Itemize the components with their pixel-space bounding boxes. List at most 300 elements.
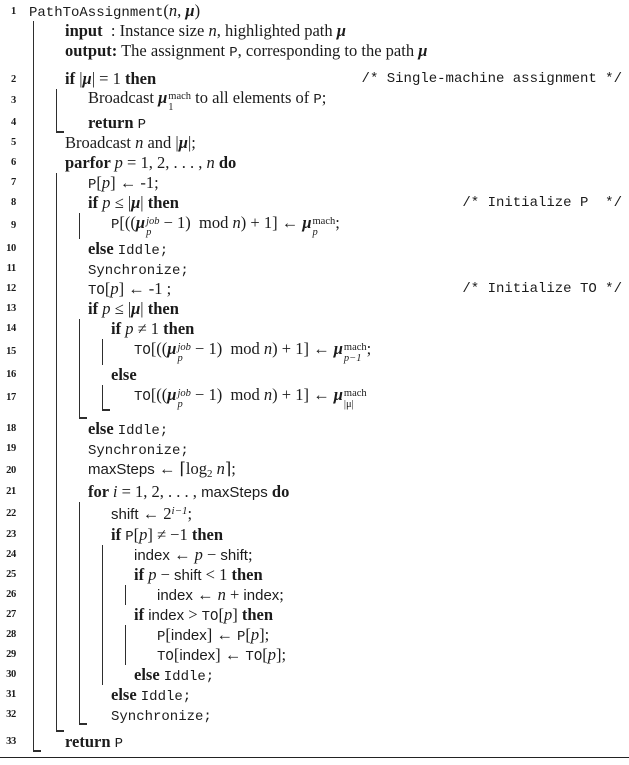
algo-line — [0, 61, 629, 69]
code-segment: P — [137, 116, 147, 133]
line-content — [125, 666, 214, 685]
code-segment: Iddle; — [140, 688, 192, 705]
code-segment: for — [88, 482, 113, 502]
indent-guide — [79, 319, 102, 339]
code-segment: else — [88, 238, 118, 258]
code-segment: ; — [279, 585, 284, 605]
code-segment: − 1) mod — [190, 384, 264, 404]
code-segment: ] ≠ −1 — [147, 524, 192, 544]
code-segment: ] ← — [215, 644, 246, 664]
code-segment: , highlighted path — [216, 21, 337, 41]
line-number: 20 — [6, 464, 16, 476]
code-segment: ) + 1] ← — [272, 384, 334, 404]
indent-guide — [56, 665, 79, 685]
code-segment: then — [191, 524, 224, 544]
code-segment: | = 1 — [91, 69, 125, 89]
code-segment: ; — [335, 212, 340, 232]
code-segment: ] ← -1 ; — [118, 278, 172, 298]
code-segment: P — [313, 92, 322, 108]
line-number: 25 — [6, 569, 16, 581]
code-segment: n — [263, 384, 273, 404]
indent-guide — [56, 89, 79, 113]
code-segment: $\log_2$ — [185, 459, 213, 481]
code-segment: if — [134, 604, 149, 624]
code-segment: μ job p — [167, 338, 191, 364]
code-segment: TO — [88, 282, 105, 299]
line-number: 26 — [6, 589, 16, 601]
code-segment: The assignment — [117, 40, 230, 60]
code-segment: else — [111, 684, 141, 704]
code-segment: μ — [185, 0, 195, 20]
line-number: 15 — [6, 346, 16, 358]
code-segment: | — [140, 193, 148, 213]
indent-guide — [79, 385, 102, 411]
indent-guide — [33, 319, 56, 339]
indent-guide — [33, 239, 56, 259]
line-number: 14 — [6, 323, 16, 335]
code-segment: [ — [173, 644, 180, 664]
indent-guide — [33, 113, 56, 133]
indent-guide — [33, 41, 56, 61]
indent-guide — [56, 365, 79, 385]
line-content — [102, 686, 191, 705]
code-segment: shift — [174, 567, 202, 585]
algo-line — [0, 299, 629, 319]
code-segment: > — [184, 604, 202, 624]
indent-guide — [79, 565, 102, 585]
code-segment: ] ← — [206, 624, 238, 644]
algo-line — [0, 419, 629, 439]
algo-line — [0, 319, 629, 339]
code-segment: |; — [187, 133, 196, 153]
line-content — [79, 280, 171, 299]
code-segment: , — [177, 0, 186, 20]
line-number: 6 — [11, 157, 16, 169]
code-segment: μ — [82, 69, 92, 89]
code-segment: do — [218, 153, 237, 173]
code-segment: ⌉; — [224, 459, 236, 479]
line-number: 7 — [11, 177, 16, 189]
line-number: 8 — [11, 197, 16, 209]
code-segment: ) + 1] ← — [272, 338, 334, 358]
indent-guide — [33, 133, 56, 153]
indent-guide — [102, 545, 125, 565]
algo-line — [0, 21, 629, 41]
code-segment: ; — [366, 338, 372, 358]
line-content — [125, 546, 253, 564]
code-segment: PathToAssignment — [29, 4, 164, 21]
line-number: 16 — [6, 369, 16, 381]
code-segment: ) + 1] ← — [240, 212, 303, 232]
indent-guide — [33, 411, 56, 419]
algo-line — [0, 259, 629, 279]
algo-line — [0, 1, 629, 21]
line-number: 33 — [6, 736, 16, 748]
indent-guide — [56, 259, 79, 279]
code-segment: else — [134, 664, 164, 684]
line-content — [56, 733, 123, 752]
algo-line — [0, 665, 629, 685]
line-content — [102, 214, 340, 238]
line-content — [79, 440, 189, 459]
indent-guide — [79, 665, 102, 685]
indent-guide — [33, 279, 56, 299]
indent-guide — [79, 545, 102, 565]
code-segment: TO — [201, 608, 219, 625]
line-content — [102, 706, 212, 725]
indent-guide — [33, 645, 56, 665]
line-content — [79, 300, 179, 317]
code-segment: i — [112, 482, 118, 502]
indent-guide — [33, 565, 56, 585]
indent-guide — [33, 21, 56, 41]
code-segment: else — [88, 418, 118, 438]
code-segment: then — [124, 69, 157, 89]
inline-comment: /* Initialize P */ — [462, 194, 622, 211]
indent-guide — [33, 61, 56, 69]
code-segment: n — [232, 212, 241, 232]
code-segment: and | — [143, 133, 179, 153]
line-content — [125, 566, 263, 584]
algo-line — [0, 339, 629, 365]
indent-guide — [33, 732, 56, 752]
line-number: 31 — [6, 689, 16, 701]
code-segment: n — [208, 21, 217, 41]
line-content — [56, 70, 156, 87]
indent-guide — [56, 113, 79, 133]
indent-guide — [33, 502, 56, 525]
code-segment: P — [114, 735, 124, 752]
algo-line — [0, 213, 629, 239]
indent-guide — [56, 173, 79, 193]
code-segment: Iddle; — [117, 422, 169, 439]
code-segment: then — [231, 565, 263, 585]
algo-line — [0, 502, 629, 525]
line-number: 24 — [6, 549, 16, 561]
line-number: 19 — [6, 443, 16, 455]
line-content — [79, 114, 146, 133]
algo-line — [0, 705, 629, 725]
indent-guide — [125, 585, 148, 605]
indent-guide — [33, 89, 56, 113]
code-segment: do — [271, 482, 290, 502]
code-segment: else — [111, 365, 137, 385]
line-number: 23 — [6, 529, 16, 541]
indent-guide — [33, 259, 56, 279]
code-segment: then — [241, 604, 273, 624]
line-content — [79, 240, 168, 259]
line-content — [102, 526, 223, 545]
code-segment: to all elements of — [191, 88, 314, 107]
line-content — [148, 586, 284, 604]
code-segment: Iddle; — [163, 668, 215, 685]
algo-line — [0, 193, 629, 213]
algo-line — [0, 605, 629, 625]
code-segment: then — [163, 319, 195, 339]
code-segment: TO — [157, 648, 174, 665]
code-segment: μ mach p — [302, 212, 336, 238]
code-segment: ] — [232, 604, 242, 624]
indent-guide — [56, 279, 79, 299]
code-segment: P — [229, 44, 238, 61]
indent-guide — [79, 213, 102, 239]
indent-guide — [56, 193, 79, 213]
indent-guide — [33, 585, 56, 605]
line-content — [102, 505, 192, 523]
line-number: 18 — [6, 423, 16, 435]
code-segment: ] ← -1; — [110, 172, 159, 192]
code-segment: index — [157, 587, 193, 605]
indent-guide — [79, 365, 102, 385]
indent-guide — [56, 725, 79, 732]
code-segment: ; — [321, 88, 327, 107]
code-segment: < 1 — [201, 565, 232, 585]
code-segment: n — [168, 0, 178, 20]
line-content — [79, 194, 179, 211]
line-content — [102, 320, 194, 337]
code-segment: [ — [165, 624, 171, 644]
line-number: 32 — [6, 709, 16, 721]
algo-line — [0, 585, 629, 605]
code-segment: ← ⌈ — [154, 459, 186, 479]
line-number: 29 — [6, 649, 16, 661]
indent-guide — [102, 565, 125, 585]
code-segment: Synchronize; — [88, 442, 189, 459]
code-segment: n — [263, 338, 273, 358]
algo-line — [0, 239, 629, 259]
indent-guide — [33, 545, 56, 565]
indent-guide — [56, 339, 79, 365]
indent-guide — [33, 153, 56, 173]
indent-guide — [33, 299, 56, 319]
indent-guide — [33, 665, 56, 685]
indent-guide — [33, 213, 56, 239]
indent-guide — [56, 525, 79, 545]
indent-guide — [56, 545, 79, 565]
code-segment: [ — [262, 644, 268, 664]
code-segment: if — [88, 193, 103, 213]
line-content — [125, 386, 367, 410]
code-segment: μ — [336, 21, 346, 41]
code-segment: input — [65, 21, 103, 41]
line-content — [79, 420, 168, 439]
code-segment: ← — [169, 545, 195, 565]
code-segment: ]; — [259, 624, 270, 644]
indent-guide — [56, 213, 79, 239]
algo-line — [0, 645, 629, 665]
line-content — [56, 22, 346, 39]
indent-guide — [102, 605, 125, 625]
line-number: 27 — [6, 609, 16, 621]
algo-line — [0, 133, 629, 153]
code-segment: = 1, 2, . . . , — [117, 482, 202, 502]
algo-line — [0, 411, 629, 419]
code-segment: ]; — [275, 644, 287, 664]
code-segment: = 1, 2, . . . , — [122, 153, 207, 173]
line-content — [56, 134, 196, 151]
line-number: 22 — [6, 507, 16, 519]
code-segment: [ — [133, 524, 140, 544]
indent-guide — [56, 385, 79, 411]
code-segment: parfor — [65, 153, 115, 173]
indent-guide — [33, 339, 56, 365]
code-segment: n — [216, 459, 225, 479]
code-segment: μ — [418, 40, 428, 60]
algo-line — [0, 41, 629, 61]
algo-line — [0, 459, 629, 482]
algo-line — [0, 439, 629, 459]
line-content — [79, 260, 189, 279]
indent-guide — [56, 605, 79, 625]
indent-guide — [125, 645, 148, 665]
indent-guide — [33, 525, 56, 545]
indent-guide — [33, 725, 56, 732]
code-segment: if — [65, 69, 80, 89]
indent-guide — [33, 482, 56, 502]
indent-guide — [56, 565, 79, 585]
code-segment: , corresponding to the path — [237, 40, 419, 60]
indent-guide — [56, 239, 79, 259]
code-segment: [(( — [119, 212, 136, 232]
indent-guide — [79, 411, 102, 419]
indent-guide — [79, 645, 102, 665]
algo-line — [0, 545, 629, 565]
code-segment: | — [79, 69, 83, 89]
code-segment: Iddle; — [117, 242, 169, 259]
code-segment: index — [179, 646, 216, 664]
code-segment: [(( — [150, 338, 168, 358]
algo-line — [0, 279, 629, 299]
code-segment: Broadcast — [88, 88, 159, 107]
code-segment: p — [110, 278, 119, 298]
line-number: 21 — [6, 486, 16, 498]
line-number: 10 — [6, 243, 16, 255]
code-segment: [ — [96, 172, 102, 192]
code-segment: P — [88, 176, 97, 193]
code-segment: TO — [134, 342, 151, 359]
line-number: 2 — [11, 73, 16, 85]
code-segment: [(( — [150, 384, 168, 404]
code-segment: n — [135, 133, 144, 153]
line-content — [20, 2, 200, 21]
indent-guide — [33, 705, 56, 725]
line-content — [125, 340, 371, 364]
code-segment: n — [217, 585, 226, 605]
line-number: 9 — [11, 220, 16, 232]
code-segment: p — [194, 545, 203, 565]
code-segment: if — [111, 524, 126, 544]
code-segment: ≤ | — [110, 299, 132, 319]
code-segment: p — [250, 624, 260, 644]
code-segment: − 1) mod — [159, 212, 233, 232]
line-content — [79, 460, 236, 480]
indent-guide — [79, 625, 102, 645]
algo-line — [0, 482, 629, 502]
code-segment: μ job p — [167, 384, 191, 410]
line-number: 30 — [6, 669, 16, 681]
indent-guide — [79, 502, 102, 525]
line-content — [79, 483, 289, 501]
code-segment: − — [202, 545, 221, 565]
code-segment: ) — [194, 0, 201, 20]
algo-line — [0, 89, 629, 113]
inline-comment: /* Single-machine assignment */ — [361, 71, 622, 87]
line-number: 28 — [6, 629, 16, 641]
code-segment: output: — [65, 40, 118, 60]
code-segment: + — [225, 585, 244, 605]
code-segment: μ mach 1 — [158, 88, 192, 113]
code-segment: Synchronize; — [111, 708, 212, 725]
indent-guide — [102, 625, 125, 645]
code-segment: if — [111, 319, 126, 339]
code-segment: ← — [192, 585, 218, 605]
algo-line — [0, 153, 629, 173]
code-segment: shift — [220, 547, 248, 565]
algo-line — [0, 173, 629, 193]
indent-guide — [33, 439, 56, 459]
code-segment: ; — [187, 503, 193, 523]
line-number: 13 — [6, 303, 16, 315]
code-segment: − — [156, 565, 175, 585]
code-segment: Synchronize; — [88, 262, 189, 279]
bottom-rule — [0, 757, 629, 758]
line-number: 4 — [11, 117, 16, 129]
code-segment: ( — [163, 0, 169, 20]
code-segment: μ — [178, 133, 188, 153]
code-segment: μ mach p−1 — [333, 338, 367, 364]
indent-guide — [79, 685, 102, 705]
indent-guide — [33, 685, 56, 705]
indent-guide — [102, 339, 125, 365]
indent-guide — [56, 319, 79, 339]
code-segment: [ — [104, 278, 111, 298]
line-content — [125, 606, 273, 625]
indent-guide — [79, 525, 102, 545]
code-segment: n — [206, 153, 215, 173]
indent-guide — [102, 585, 125, 605]
indent-guide — [33, 365, 56, 385]
code-segment: return — [88, 112, 138, 132]
code-segment: maxSteps — [201, 484, 268, 502]
indent-guide — [56, 439, 79, 459]
code-segment: − 1) mod — [190, 338, 264, 358]
indent-guide — [56, 411, 79, 419]
code-segment: p — [114, 153, 123, 173]
code-segment: TO — [134, 388, 151, 405]
code-segment: p — [139, 524, 148, 544]
line-number: 1 — [11, 5, 16, 17]
code-segment: P — [237, 628, 246, 645]
indent-guide — [56, 585, 79, 605]
code-segment: P — [157, 628, 166, 645]
inline-comment: /* Initialize TO */ — [462, 280, 622, 297]
code-segment: index — [148, 606, 185, 624]
algo-line — [0, 69, 629, 89]
algo-line — [0, 365, 629, 385]
code-segment: then — [147, 299, 179, 319]
code-segment: μ mach |μ| — [333, 384, 367, 410]
indent-guide — [33, 419, 56, 439]
algo-line — [0, 385, 629, 411]
indent-guide — [33, 605, 56, 625]
indent-guide — [33, 459, 56, 482]
line-number: 5 — [11, 137, 16, 149]
algo-line — [0, 113, 629, 133]
indent-guide — [56, 705, 79, 725]
line-number: 3 — [11, 95, 16, 107]
code-segment: if — [134, 565, 149, 585]
code-segment: P — [111, 216, 120, 233]
